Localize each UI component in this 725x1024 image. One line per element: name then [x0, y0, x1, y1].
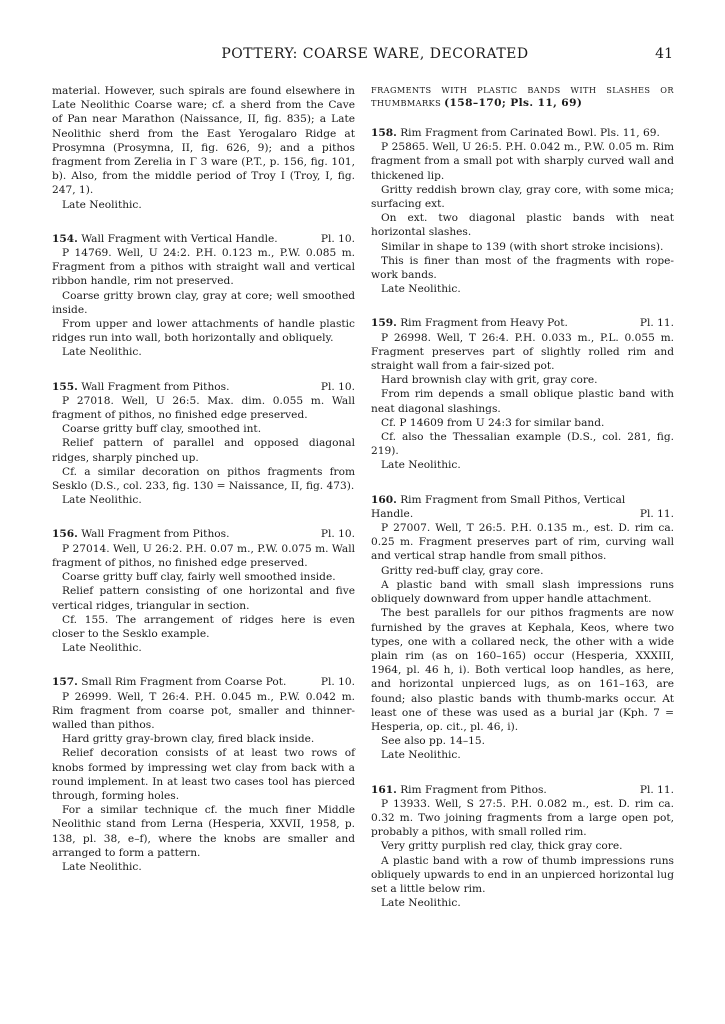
- entry-title: [52, 675, 355, 689]
- paragraph: Late Neolithic.: [381, 749, 461, 762]
- plate-ref: Pl. 11.: [639, 507, 674, 520]
- plate-ref: Pl. 10.: [320, 232, 355, 245]
- paragraph: Coarse gritty buff clay, smoothed int.: [62, 423, 262, 436]
- paragraph: Hard gritty gray-brown clay, fired black inside.: [62, 733, 315, 746]
- paragraph: A plastic band with small slash impressions runs obliquely downward from upper handle attachment.: [371, 578, 674, 606]
- entry-name: Rim Fragment from Carinated Bowl. Pls. 11, 69.: [400, 127, 660, 139]
- paragraph: Late Neolithic.: [381, 459, 461, 472]
- entry-title: [371, 126, 674, 140]
- catalog-entry-160: [371, 493, 674, 763]
- entry-title: [371, 316, 674, 330]
- catalog-entry-156: [52, 527, 355, 655]
- paragraph: From rim depends a small oblique plastic band with neat diagonal slashings.: [371, 388, 674, 415]
- paragraph: P 27018. Well, U 26:5. Max. dim. 0.055 m. Wall fragment of pithos, no finished edge preserved.: [52, 394, 355, 422]
- entry-title: [52, 380, 355, 394]
- paragraph: P 25865. Well, U 26:5. P.H. 0.042 m., P.W. 0.05 m. Rim fragment from a small pot with sharply curved wall and thickened lip.: [371, 141, 674, 182]
- paragraph: See also pp. 14–15.: [381, 735, 485, 748]
- plate-ref: Pl. 11.: [639, 783, 674, 796]
- paragraph: A plastic band with a row of thumb impressions runs obliquely upwards to end in an unpierced horizontal lug set a little below rim.: [371, 854, 674, 895]
- entry-name: Small Rim Fragment from Coarse Pot.: [81, 676, 287, 689]
- paragraph: Relief pattern consisting of one horizontal and five vertical ridges, triangular in section.: [52, 585, 355, 612]
- paragraph: Late Neolithic.: [381, 897, 461, 910]
- paragraph: Late Neolithic.: [62, 494, 142, 507]
- paragraph: Cf. 155. The arrangement of ridges here is even closer to the Sesklo example.: [52, 613, 355, 640]
- left-column: [52, 84, 355, 874]
- entry-name: Wall Fragment with Vertical Handle.: [81, 232, 278, 245]
- paragraph: Coarse gritty brown clay, gray at core; well smoothed inside.: [52, 289, 355, 316]
- paragraph: Hard brownish clay with grit, gray core.: [381, 374, 598, 387]
- catalog-entry-155: [52, 380, 355, 508]
- paragraph: Late Neolithic.: [62, 642, 142, 655]
- entry-number: 155.: [52, 380, 78, 393]
- paragraph: Late Neolithic.: [62, 198, 142, 211]
- paragraph: For a similar technique cf. the much finer Middle Neolithic stand from Lerna (Hesperia, XXVII, 1958, p. 138, pl. 38, e–f), where the knobs are smaller and arranged to form a pattern.: [52, 804, 355, 859]
- paragraph: Gritty red-buff clay, gray core.: [381, 564, 544, 577]
- entry-number: 159.: [371, 317, 397, 330]
- paragraph: P 26999. Well, T 26:4. P.H. 0.045 m., P.W. 0.042 m. Rim fragment from coarse pot, smaller and thinner-walled than pithos.: [52, 690, 355, 731]
- paragraph: Cf. P 14609 from U 24:3 for similar band.: [381, 416, 605, 429]
- plate-ref: Pl. 10.: [320, 676, 355, 689]
- paragraph: Late Neolithic.: [381, 283, 461, 296]
- paragraph: P 27014. Well, U 26:2. P.H. 0.07 m., P.W. 0.075 m. Wall fragment of pithos, no finished edge preserved.: [52, 542, 355, 569]
- entry-number: 157.: [52, 676, 78, 689]
- entry-title: [371, 493, 674, 521]
- paragraph: Very gritty purplish red clay, thick gray core.: [381, 840, 623, 853]
- entry-title: [52, 527, 355, 541]
- paragraph: Coarse gritty buff clay, fairly well smoothed inside.: [62, 571, 336, 584]
- catalog-entry-158: [371, 126, 674, 296]
- paragraph: P 26998. Well, T 26:4. P.H. 0.033 m., P.L. 0.055 m. Fragment preserves part of slightly rolled rim and straight wall from a fair-sized pot.: [371, 331, 674, 373]
- paragraph: P 27007. Well, T 26:5. P.H. 0.135 m., est. D. rim ca. 0.25 m. Fragment preserves part of rim, curving wall and vertical strap handle from small pithos.: [371, 522, 674, 563]
- paragraph: Gritty reddish brown clay, gray core, with some mica; surfacing ext.: [371, 183, 674, 211]
- paragraph: Late Neolithic.: [62, 346, 142, 359]
- paragraph: P 14769. Well, U 24:2. P.H. 0.123 m., P.W. 0.085 m. Fragment from a pithos with straight wall and vertical ribbon handle, rim not preserved.: [52, 247, 355, 288]
- entry-title: [371, 783, 674, 797]
- entry-number: 154.: [52, 232, 78, 245]
- running-title: POTTERY: COARSE WARE, DECORATED: [221, 46, 529, 62]
- section-range: (158–170; Pls. 11, 69): [444, 97, 583, 109]
- entry-number: 158.: [371, 127, 397, 139]
- plate-ref: Pl. 10.: [320, 528, 355, 541]
- page-number: 41: [655, 46, 673, 62]
- paragraph: Similar in shape to 139 (with short stroke incisions).: [381, 240, 664, 253]
- section-heading-text: FRAGMENTS WITH PLASTIC BANDS WITH SLASHES OR THUMBMARKS: [371, 85, 674, 108]
- paragraph: Late Neolithic.: [62, 860, 142, 873]
- paragraph: Relief pattern of parallel and opposed diagonal ridges, sharply pinched up.: [52, 437, 355, 464]
- paragraph: Relief decoration consists of at least two rows of knobs formed by impressing wet clay from back with a round implement. In at least two cases tool has pierced through, forming holes.: [52, 747, 355, 802]
- entry-title: [52, 232, 355, 246]
- right-column: [371, 84, 674, 910]
- paragraph: Cf. also the Thessalian example (D.S., col. 281, fig. 219).: [371, 431, 674, 458]
- plate-ref: Pl. 11.: [639, 317, 674, 330]
- running-header: [0, 44, 725, 66]
- intro-continuation: [52, 84, 355, 212]
- paragraph: This is finer than most of the fragments with rope-work bands.: [371, 254, 674, 282]
- plate-ref: Pl. 10.: [320, 380, 355, 393]
- paragraph: Cf. a similar decoration on pithos fragments from Sesklo (D.S., col. 233, fig. 130 = Naissance, II, fig. 473).: [52, 465, 355, 493]
- entry-number: 160.: [371, 493, 397, 506]
- entry-name: Wall Fragment from Pithos.: [81, 528, 230, 541]
- entry-name: Wall Fragment from Pithos.: [81, 380, 230, 393]
- entry-name: Rim Fragment from Heavy Pot.: [400, 317, 568, 330]
- catalog-entry-154: [52, 232, 355, 360]
- entry-name: Rim Fragment from Small Pithos, Vertical Handle.: [371, 493, 626, 520]
- entry-number: 156.: [52, 528, 78, 541]
- paragraph: From upper and lower attachments of handle plastic ridges run into wall, both horizontally and obliquely.: [52, 318, 355, 345]
- paragraph: The best parallels for our pithos fragments are now furnished by the graves at Kephala, Keos, where two types, one with a collared neck, the other with a wide plain rim (as on 160–165) occur (Hesperia, XXXIII, 1964, pl. 46 h, i). Both vertical loop handles, as here, and horizontal unpierced lugs, as on 161–163, are found; also plastic bands with thumb-marks occur. At least one of these was used as a burial jar (Kph. 7 = Hesperia, op. cit., pl. 46, i).: [371, 607, 674, 733]
- paragraph: P 13933. Well, S 27:5. P.H. 0.082 m., est. D. rim ca. 0.32 m. Two joining fragments from a large open pot, probably a pithos, with small rolled rim.: [371, 797, 674, 839]
- paragraph: On ext. two diagonal plastic bands with neat horizontal slashes.: [371, 212, 674, 239]
- catalog-entry-161: [371, 783, 674, 911]
- paragraph: material. However, such spirals are found elsewhere in Late Neolithic Coarse ware; cf. a sherd from the Cave of Pan near Marathon (Naissance, II, fig. 835); a Late Neolithic sherd from the East Yerogalaro Ridge at Prosymna (Prosymna, II, fig. 626, 9); and a pithos fragment from Zerelia in Γ 3 ware (P.T., p. 156, fig. 101, b). Also, from the middle period of Troy I (Troy, I, fig. 247, 1).: [52, 85, 355, 197]
- entry-name: Rim Fragment from Pithos.: [400, 783, 547, 796]
- catalog-entry-159: [371, 316, 674, 472]
- entry-number: 161.: [371, 783, 397, 796]
- catalog-entry-157: [52, 675, 355, 874]
- section-heading: [371, 84, 674, 110]
